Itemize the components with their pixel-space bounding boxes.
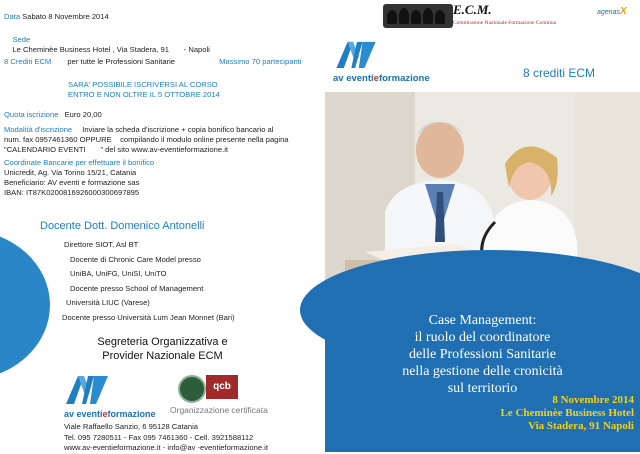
course-title-line-1: Case Management:: [428, 313, 537, 328]
date-label: Data: [4, 12, 21, 21]
venue-value: Le Cheminèe Business Hotel , Via Stadera, 91 - Napoli: [12, 45, 210, 54]
agenas-logo: agenasX: [597, 6, 627, 17]
course-date: 8 Novembre 2014: [552, 394, 634, 406]
ecm-people-logo: [383, 4, 453, 28]
notice-line-1: SARA' POSSIBILE ISCRIVERSI AL CORSO: [68, 80, 218, 89]
enrollment-line-2: num. fax 0957461360 OPPURE compilando il modulo online presente nella pagina: [4, 135, 289, 144]
av-logo-mark: [64, 374, 110, 404]
teacher-role: Docente presso School of Management: [70, 283, 204, 293]
certification-seal-icon: [178, 375, 206, 403]
enrollment-block: [4, 125, 326, 155]
secretariat-line-2: Provider Nazionale ECM: [102, 350, 223, 362]
credits-row: [4, 57, 324, 67]
fee-row: [4, 110, 102, 120]
notice-line-2: ENTRO E NON OLTRE IL 5 OTTOBRE 2014: [68, 90, 220, 99]
teacher-roles: [0, 238, 330, 325]
enrollment-line-1: Inviare la scheda d'iscrizione + copia bonifico bancario al: [82, 125, 274, 134]
teacher-role: Docente di Chronic Care Model presso: [70, 254, 201, 264]
website-email[interactable]: www.av-eventieformazione.it - info@av -eventieformazione.it: [64, 443, 268, 452]
bank-block: [4, 158, 154, 198]
qcb-badge: qcb: [206, 375, 238, 399]
venue-label: Sede: [12, 35, 31, 44]
enrollment-line-3: "CALENDARIO EVENTI " del sito www.av-eventieformazione.it: [4, 145, 228, 154]
address: Viale Raffaello Sanzio, 6 95128 Catania: [64, 422, 198, 431]
teacher-role: UniBA, UniFG, UniSI, UniTO: [70, 269, 167, 278]
credits-audience: per tutte le Professioni Sanitarie: [67, 57, 176, 66]
bank-line-3: IBAN: IT87K0200816926000300697895: [4, 188, 140, 197]
fee-value: Euro 20,00: [64, 110, 102, 119]
date-value: Sabato 8 Novembre 2014: [22, 12, 109, 21]
teacher-role: Docente presso Università Lum Jean Monnet (Bari): [62, 312, 235, 322]
course-title-line-5: sul territorio: [447, 381, 518, 396]
av-logo-top: [333, 40, 443, 84]
teacher-role: Università LIUC (Varese): [66, 298, 150, 307]
phones: Tel. 095 7280511 - Fax 095 7461360 - Cell. 3921588112: [64, 432, 254, 442]
av-logo-mark: [333, 40, 379, 68]
enrollment-label: Modalità d'iscrizione: [4, 125, 73, 134]
course-title-line-2: il ruolo del coordinatore: [414, 330, 551, 345]
av-logo-text: av eventieformazione: [64, 409, 156, 419]
credits-count: 8 Crediti ECM: [4, 57, 52, 66]
secretariat-heading: [0, 335, 325, 363]
av-logo-text: av eventieformazione: [333, 73, 430, 84]
contact-block: [64, 422, 268, 454]
right-credits: 8 crediti ECM: [523, 66, 596, 80]
fee-label: Quota iscrizione: [4, 110, 59, 119]
course-band: [325, 296, 640, 452]
teacher-name: Docente Dott. Domenico Antonelli: [40, 220, 205, 232]
cert-text: Organizzazione certificata: [170, 405, 268, 415]
course-details: [500, 394, 634, 433]
max-participants: Massimo 70 partecipanti: [219, 57, 302, 66]
bank-line-2: Beneficiario: AV eventi e formazione sas: [4, 178, 140, 187]
course-title-line-4: nella gestione delle cronicità: [402, 364, 563, 379]
teacher-role: Direttore SIOT, Asl BT: [64, 240, 139, 249]
bank-title: Coordinate Bancarie per effettuare il bonifico: [4, 158, 155, 167]
bank-line-1: Unicredit, Ag. Via Torino 15/21, Catania: [4, 168, 137, 177]
course-venue-2: Via Stadera, 91 Napoli: [528, 420, 634, 432]
course-venue-1: Le Cheminèe Business Hotel: [500, 407, 634, 419]
course-title: [325, 312, 640, 397]
secretariat-line-1: Segreteria Organizzativa e: [97, 336, 228, 348]
ecm-subtitle: Commissione Nazionale Formazione Continua: [453, 20, 557, 26]
av-logo-bottom: [64, 374, 174, 419]
enrollment-notice: [68, 80, 220, 100]
ecm-title: E.C.M.: [453, 2, 492, 17]
date-row: [4, 12, 109, 22]
course-title-line-3: delle Professioni Sanitarie: [409, 347, 556, 362]
